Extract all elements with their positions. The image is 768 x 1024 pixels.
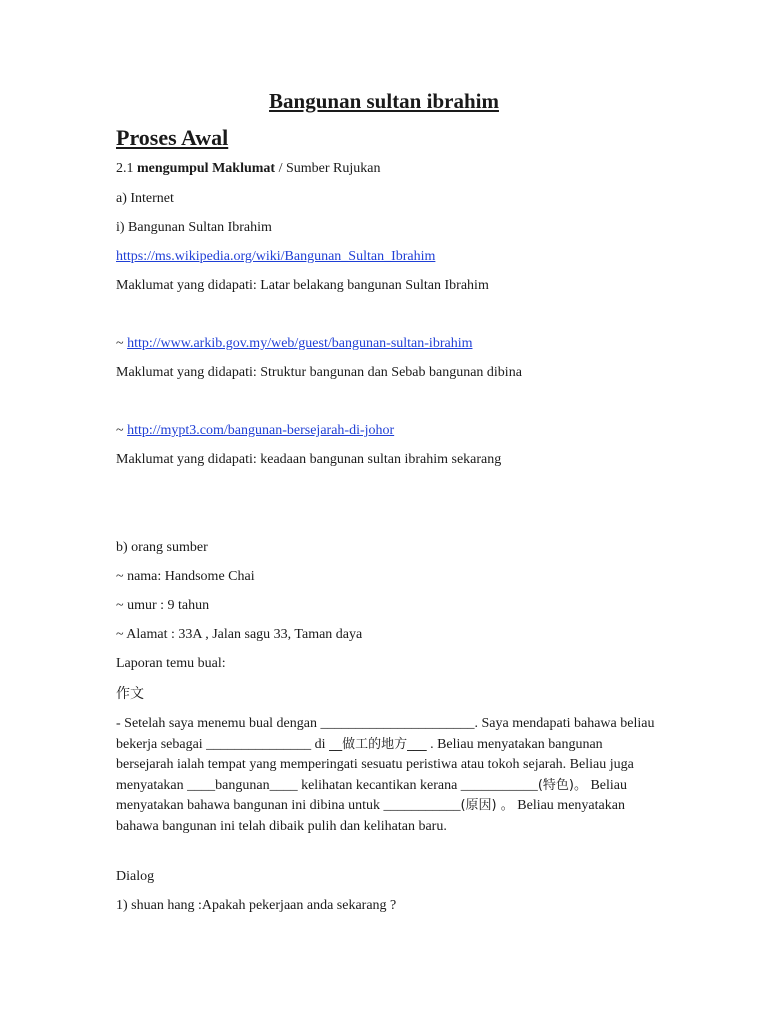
- dialog-label: Dialog: [116, 869, 155, 884]
- paragraph-cjk-3: (原因) 。: [460, 798, 514, 813]
- internet-label: a) Internet: [116, 191, 174, 206]
- paragraph-cjk-2: (特色)。: [537, 777, 587, 793]
- interview-paragraph: [116, 714, 656, 837]
- info-line-2: Maklumat yang didapati: Struktur bangunan dan Sebab bangunan dibina: [116, 365, 522, 380]
- tilde-marker: ~: [116, 423, 128, 438]
- source-label: b) orang sumber: [116, 540, 208, 555]
- paragraph-text-1: - Setelah saya menemu bual dengan ______________________. Saya mendapati bahawa beliau bekerja sebagai _______________ di: [116, 716, 655, 752]
- source-age: ~ umur : 9 tahun: [116, 598, 210, 613]
- info-line-1: Maklumat yang didapati: Latar belakang bangunan Sultan Ibrahim: [116, 278, 489, 293]
- item-bangunan: i) Bangunan Sultan Ibrahim: [116, 220, 272, 235]
- dialog-line-1: 1) shuan hang :Apakah pekerjaan anda sekarang ?: [116, 898, 397, 913]
- tilde-marker: ~: [116, 336, 128, 351]
- link-arkib[interactable]: http://www.arkib.gov.my/web/guest/bangunan-sultan-ibrahim: [127, 336, 473, 351]
- link-line-1: [116, 248, 435, 266]
- section-bold-text: mengumpul Maklumat: [137, 161, 276, 176]
- link-mypt3[interactable]: http://mypt3.com/bangunan-bersejarah-di-johor: [127, 423, 395, 438]
- paragraph-text-2: . Beliau menyatakan bangunan bersejarah ialah tempat yang memperingati sesuatu peristiwa atau tokoh sejarah. Beliau juga menyatakan ____bangunan____ kelihatan kecantikan kerana ___________: [116, 736, 634, 793]
- source-name: ~ nama: Handsome Chai: [116, 569, 255, 584]
- info-line-3: Maklumat yang didapati: keadaan bangunan sultan ibrahim sekarang: [116, 452, 502, 467]
- paragraph-cjk-1: __做工的地方___: [329, 736, 427, 752]
- paragraph-text-3: Beliau menyatakan bahawa bangunan ini dibina untuk ___________: [116, 777, 628, 813]
- section-number: 2.1: [116, 161, 134, 176]
- essay-label: 作文: [116, 686, 144, 702]
- section-line: [116, 160, 380, 178]
- report-label: Laporan temu bual:: [116, 656, 226, 671]
- link-wikipedia[interactable]: https://ms.wikipedia.org/wiki/Bangunan_Sultan_Ibrahim: [116, 249, 436, 264]
- link-line-3: [116, 422, 394, 440]
- source-address: ~ Alamat : 33A , Jalan sagu 33, Taman daya: [116, 627, 363, 642]
- section-heading: Proses Awal: [116, 125, 229, 150]
- paragraph-text-4: Beliau menyatakan bahawa bangunan ini telah dibaik pulih dan kelihatan baru.: [116, 798, 625, 834]
- document-title: Bangunan sultan ibrahim: [269, 89, 499, 113]
- section-rest-text: / Sumber Rujukan: [275, 161, 381, 176]
- link-line-2: [116, 335, 472, 353]
